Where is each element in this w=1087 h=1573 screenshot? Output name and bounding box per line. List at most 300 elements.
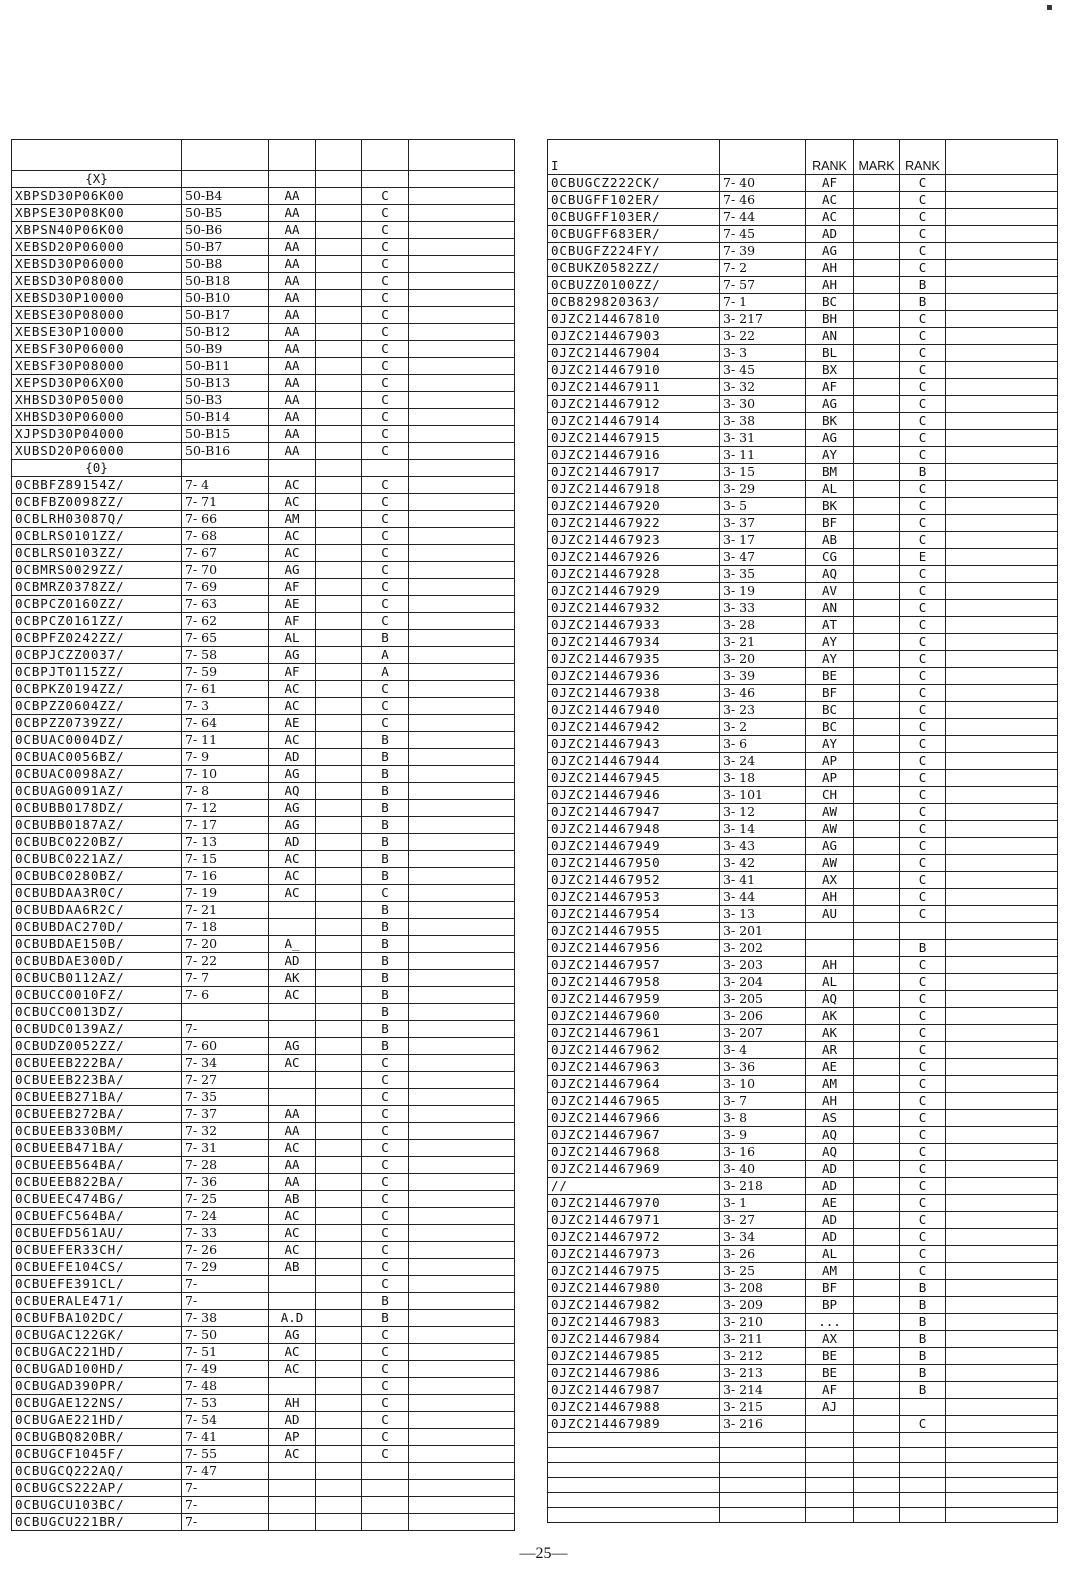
part-number: 0JZC214467938: [548, 685, 720, 702]
part-number: 0JZC214467923: [548, 532, 720, 549]
mark-cell: [316, 834, 362, 851]
part-number: XEBSE30P10000: [12, 324, 182, 341]
part-number: 0JZC214467934: [548, 634, 720, 651]
price-rank: AC: [269, 1361, 316, 1378]
price-rank: AN: [806, 328, 854, 345]
table-row: [548, 889, 1058, 906]
price-rank: AP: [806, 770, 854, 787]
mark-cell: [854, 855, 900, 872]
rank-code: C: [900, 481, 946, 498]
part-number: 0JZC214467936: [548, 668, 720, 685]
price-rank: [269, 1293, 316, 1310]
ref-position: 3- 216: [720, 1416, 806, 1433]
price-rank: AV: [806, 583, 854, 600]
mark-cell: [316, 273, 362, 290]
ref-position: 50-B5: [182, 205, 269, 222]
rank-code: C: [362, 443, 409, 460]
rank-code: C: [900, 260, 946, 277]
part-number: 0CBUBB0178DZ/: [12, 800, 182, 817]
rank-code: C: [362, 1259, 409, 1276]
rank-code: C: [362, 477, 409, 494]
ref-position: 3- 202: [720, 940, 806, 957]
part-number: 0JZC214467958: [548, 974, 720, 991]
part-number: 0JZC214467989: [548, 1416, 720, 1433]
table-row: [12, 647, 515, 664]
ref-position: 3- 217: [720, 311, 806, 328]
rank-code: C: [900, 362, 946, 379]
price-rank: AF: [269, 664, 316, 681]
rank-code: C: [900, 532, 946, 549]
price-rank: AC: [269, 681, 316, 698]
table-row: [12, 477, 515, 494]
spare-cell: [409, 562, 515, 579]
rank-code: C: [900, 396, 946, 413]
rank-code: C: [900, 583, 946, 600]
price-rank: CG: [806, 549, 854, 566]
table-row: [548, 1348, 1058, 1365]
spare-cell: [946, 719, 1058, 736]
spare-cell: [409, 766, 515, 783]
spare-cell: [946, 651, 1058, 668]
table-row: [548, 923, 1058, 940]
rank-code: C: [362, 222, 409, 239]
ref-position: 7- 57: [720, 277, 806, 294]
mark-cell: [316, 987, 362, 1004]
price-rank: AC: [269, 1446, 316, 1463]
price-rank: AC: [269, 1208, 316, 1225]
ref-position: 7- 28: [182, 1157, 269, 1174]
part-number: 0CBLRH03087Q/: [12, 511, 182, 528]
part-number: 0CBUBDAE300D/: [12, 953, 182, 970]
price-rank: AL: [269, 630, 316, 647]
price-rank: AB: [269, 1191, 316, 1208]
price-rank: AG: [269, 766, 316, 783]
ref-position: 3- 8: [720, 1110, 806, 1127]
part-number: 0CBLRS0101ZZ/: [12, 528, 182, 545]
rank-code: B: [362, 817, 409, 834]
ref-position: 3- 11: [720, 447, 806, 464]
ref-position: 7- 71: [182, 494, 269, 511]
mark-cell: [316, 562, 362, 579]
mark-cell: [316, 698, 362, 715]
part-number: 0CBUGAE221HD/: [12, 1412, 182, 1429]
spare-cell: [946, 430, 1058, 447]
rank-code: [900, 1399, 946, 1416]
table-row: [548, 1127, 1058, 1144]
section-header-row: [12, 460, 515, 477]
table-row: [12, 1242, 515, 1259]
table-row: [12, 953, 515, 970]
spare-cell: [409, 749, 515, 766]
table-row: [12, 188, 515, 205]
price-rank: AC: [269, 698, 316, 715]
part-number: 0CBUGCQ222AQ/: [12, 1463, 182, 1480]
mark-cell: [854, 1008, 900, 1025]
price-rank: AD: [806, 1212, 854, 1229]
part-number: 0JZC214467960: [548, 1008, 720, 1025]
rank-code: C: [900, 685, 946, 702]
part-number: 0CBUEEB223BA/: [12, 1072, 182, 1089]
mark-cell: [854, 719, 900, 736]
table-row: [548, 1076, 1058, 1093]
mark-cell: [854, 243, 900, 260]
spare-cell: [409, 1021, 515, 1038]
rank-code: C: [362, 341, 409, 358]
part-number: 0CBUGCS222AP/: [12, 1480, 182, 1497]
part-number: 0CBPJCZZ0037/: [12, 647, 182, 664]
ref-position: 3- 207: [720, 1025, 806, 1042]
mark-cell: [854, 1144, 900, 1161]
mark-cell: [854, 906, 900, 923]
spare-cell: [409, 1089, 515, 1106]
table-row: [12, 681, 515, 698]
mark-cell: [316, 613, 362, 630]
ref-position: 3- 1: [720, 1195, 806, 1212]
price-rank: AX: [806, 1331, 854, 1348]
price-rank: AP: [806, 753, 854, 770]
table-row: [12, 715, 515, 732]
rank-code: C: [900, 515, 946, 532]
spare-cell: [409, 1191, 515, 1208]
ref-position: 7- 59: [182, 664, 269, 681]
price-rank: AC: [269, 494, 316, 511]
table-row: [12, 817, 515, 834]
table-row: [548, 379, 1058, 396]
mark-cell: [316, 1072, 362, 1089]
spare-cell: [409, 834, 515, 851]
ref-position: 7- 10: [182, 766, 269, 783]
spare-cell: [409, 970, 515, 987]
mark-cell: [854, 889, 900, 906]
mark-cell: [854, 736, 900, 753]
price-rank: AD: [806, 226, 854, 243]
ref-position: 7- 45: [720, 226, 806, 243]
table-row: [12, 1225, 515, 1242]
empty-row: [548, 1478, 1058, 1493]
rank-code: C: [900, 1161, 946, 1178]
rank-code: B: [362, 834, 409, 851]
ref-position: 7- 16: [182, 868, 269, 885]
ref-position: 50-B17: [182, 307, 269, 324]
rank-code: B: [362, 783, 409, 800]
price-rank: AC: [269, 1140, 316, 1157]
ref-position: 3- 23: [720, 702, 806, 719]
mark-cell: [854, 668, 900, 685]
spare-cell: [946, 1178, 1058, 1195]
part-number: 0JZC214467963: [548, 1059, 720, 1076]
rank-code: C: [900, 957, 946, 974]
mark-cell: [854, 481, 900, 498]
spare-cell: [409, 800, 515, 817]
rank-code: C: [362, 358, 409, 375]
price-rank: AC: [269, 732, 316, 749]
part-number: 0JZC214467932: [548, 600, 720, 617]
mark-cell: [854, 362, 900, 379]
part-number: 0CBUZZ0100ZZ/: [548, 277, 720, 294]
rank-code: C: [362, 545, 409, 562]
spare-cell: [409, 1242, 515, 1259]
price-rank: BK: [806, 498, 854, 515]
spare-cell: [946, 1365, 1058, 1382]
mark-cell: [854, 957, 900, 974]
rank-code: C: [362, 596, 409, 613]
table-row: [548, 583, 1058, 600]
ref-position: 7- 31: [182, 1140, 269, 1157]
table-row: [12, 1293, 515, 1310]
part-number: 0CBPKZ0194ZZ/: [12, 681, 182, 698]
part-number: XEBSD30P10000: [12, 290, 182, 307]
ref-position: 3- 14: [720, 821, 806, 838]
table-row: [12, 1446, 515, 1463]
spare-cell: [409, 783, 515, 800]
part-number: 0JZC214467914: [548, 413, 720, 430]
part-number: 0CBUDC0139AZ/: [12, 1021, 182, 1038]
section-label: {X}: [12, 171, 182, 188]
mark-cell: [854, 226, 900, 243]
mark-cell: [316, 1429, 362, 1446]
part-number: 0JZC214467920: [548, 498, 720, 515]
spare-cell: [946, 396, 1058, 413]
ref-position: 7- 68: [182, 528, 269, 545]
rank-code: B: [362, 1293, 409, 1310]
mark-cell: [854, 1110, 900, 1127]
price-rank: AM: [269, 511, 316, 528]
table-row: [548, 549, 1058, 566]
ref-position: 7- 48: [182, 1378, 269, 1395]
spare-cell: [409, 358, 515, 375]
price-rank: AM: [806, 1076, 854, 1093]
ref-position: 50-B18: [182, 273, 269, 290]
part-number: 0CBUEFC564BA/: [12, 1208, 182, 1225]
spare-cell: [409, 477, 515, 494]
ref-position: 3- 25: [720, 1263, 806, 1280]
price-rank: AA: [269, 239, 316, 256]
price-rank: AH: [806, 957, 854, 974]
mark-cell: [854, 175, 900, 192]
price-rank: [269, 1276, 316, 1293]
rank-code: C: [362, 1395, 409, 1412]
ref-position: 7- 50: [182, 1327, 269, 1344]
part-number: 0CBUEFER33CH/: [12, 1242, 182, 1259]
part-number: 0JZC214467969: [548, 1161, 720, 1178]
spare-cell: [946, 1042, 1058, 1059]
spare-cell: [409, 613, 515, 630]
price-rank: AY: [806, 651, 854, 668]
mark-cell: [316, 1174, 362, 1191]
price-rank: AG: [806, 430, 854, 447]
spare-cell: [409, 341, 515, 358]
part-number: 0JZC214467967: [548, 1127, 720, 1144]
part-number: 0JZC214467947: [548, 804, 720, 821]
part-number: 0CBUAC0004DZ/: [12, 732, 182, 749]
rank-code: B: [900, 1297, 946, 1314]
spare-cell: [409, 528, 515, 545]
mark-cell: [316, 800, 362, 817]
spare-cell: [946, 549, 1058, 566]
table-row: [548, 481, 1058, 498]
mark-cell: [854, 872, 900, 889]
price-rank: AA: [269, 426, 316, 443]
spare-cell: [946, 192, 1058, 209]
spare-cell: [946, 379, 1058, 396]
spare-cell: [946, 362, 1058, 379]
price-rank: AP: [269, 1429, 316, 1446]
price-rank: AR: [806, 1042, 854, 1059]
part-number: 0CBPFZ0242ZZ/: [12, 630, 182, 647]
spare-cell: [946, 1059, 1058, 1076]
mark-cell: [316, 715, 362, 732]
spare-cell: [946, 787, 1058, 804]
mark-cell: [854, 447, 900, 464]
price-rank: [269, 902, 316, 919]
table-row: [12, 1361, 515, 1378]
ref-position: 3- 41: [720, 872, 806, 889]
spare-cell: [409, 1225, 515, 1242]
rank-code: C: [362, 239, 409, 256]
part-number: XBPSE30P08K00: [12, 205, 182, 222]
spare-cell: [409, 1140, 515, 1157]
spare-cell: [946, 906, 1058, 923]
price-rank: [269, 1463, 316, 1480]
ref-position: 50-B3: [182, 392, 269, 409]
price-rank: AY: [806, 634, 854, 651]
rank-code: B: [362, 1004, 409, 1021]
part-number: 0CBUGAD390PR/: [12, 1378, 182, 1395]
mark-cell: [316, 1259, 362, 1276]
ref-position: 7- 39: [720, 243, 806, 260]
mark-cell: [316, 188, 362, 205]
mark-cell: [316, 1327, 362, 1344]
price-rank: ...: [806, 1314, 854, 1331]
table-row: [12, 1480, 515, 1497]
part-number: 0JZC214467928: [548, 566, 720, 583]
spare-cell: [409, 1038, 515, 1055]
table-row: [12, 579, 515, 596]
mark-cell: [316, 307, 362, 324]
price-rank: AH: [806, 1093, 854, 1110]
table-row: [548, 175, 1058, 192]
mark-cell: [316, 1038, 362, 1055]
rank-code: C: [362, 511, 409, 528]
rank-code: C: [900, 634, 946, 651]
table-row: [548, 328, 1058, 345]
mark-cell: [316, 1463, 362, 1480]
rank-code: C: [900, 872, 946, 889]
part-number: 0CBUGFZ224FY/: [548, 243, 720, 260]
table-row: [548, 1280, 1058, 1297]
mark-cell: [854, 617, 900, 634]
price-rank: AU: [806, 906, 854, 923]
price-rank: AD: [269, 953, 316, 970]
table-row: [548, 906, 1058, 923]
table-row: [548, 753, 1058, 770]
table-row: [12, 1004, 515, 1021]
spare-cell: [946, 277, 1058, 294]
spare-cell: [946, 1399, 1058, 1416]
rank-code: C: [362, 290, 409, 307]
table-row: [548, 430, 1058, 447]
price-rank: AC: [269, 528, 316, 545]
table-row: [548, 957, 1058, 974]
part-number: 0JZC214467980: [548, 1280, 720, 1297]
ref-position: 7-: [182, 1497, 269, 1514]
ref-position: 7- 33: [182, 1225, 269, 1242]
ref-position: 3- 26: [720, 1246, 806, 1263]
ref-position: 7-: [182, 1021, 269, 1038]
part-number: 0JZC214467972: [548, 1229, 720, 1246]
mark-cell: [854, 1382, 900, 1399]
mark-cell: [316, 732, 362, 749]
price-rank: BE: [806, 1365, 854, 1382]
table-row: [548, 1093, 1058, 1110]
ref-position: 7- 19: [182, 885, 269, 902]
spare-cell: [409, 273, 515, 290]
rank-code: C: [362, 205, 409, 222]
ref-position: 7- 66: [182, 511, 269, 528]
part-number: 0CBPCZ0161ZZ/: [12, 613, 182, 630]
spare-cell: [946, 974, 1058, 991]
table-row: [548, 209, 1058, 226]
part-number: 0CBUBC0220BZ/: [12, 834, 182, 851]
rank-code: C: [900, 821, 946, 838]
price-rank: AA: [269, 324, 316, 341]
price-rank: AX: [806, 872, 854, 889]
mark-cell: [854, 1127, 900, 1144]
table-row: [12, 1174, 515, 1191]
rank-code: [362, 1463, 409, 1480]
part-number: 0JZC214467975: [548, 1263, 720, 1280]
mark-cell: [316, 256, 362, 273]
mark-cell: [854, 413, 900, 430]
spare-cell: [409, 1208, 515, 1225]
price-rank: A_: [269, 936, 316, 953]
table-row: [12, 562, 515, 579]
part-number: 0JZC214467911: [548, 379, 720, 396]
mark-cell: [854, 192, 900, 209]
spare-cell: [946, 1229, 1058, 1246]
part-number: 0CBUGAC122GK/: [12, 1327, 182, 1344]
price-rank: AD: [269, 834, 316, 851]
price-rank: AT: [806, 617, 854, 634]
header-mark: MARK: [854, 140, 900, 175]
ref-position: 3- 27: [720, 1212, 806, 1229]
mark-cell: [854, 651, 900, 668]
table-row: [12, 1123, 515, 1140]
mark-cell: [854, 923, 900, 940]
price-rank: AD: [806, 1229, 854, 1246]
ref-position: 3- 9: [720, 1127, 806, 1144]
price-rank: [806, 923, 854, 940]
rank-code: C: [900, 498, 946, 515]
table-row: [548, 685, 1058, 702]
spare-cell: [409, 1446, 515, 1463]
ref-position: 7- 55: [182, 1446, 269, 1463]
spare-cell: [409, 868, 515, 885]
price-rank: AD: [269, 749, 316, 766]
part-number: 0JZC214467959: [548, 991, 720, 1008]
table-row: [548, 1110, 1058, 1127]
price-rank: AD: [806, 1161, 854, 1178]
table-row: [12, 239, 515, 256]
part-number: 0CBUCC0010FZ/: [12, 987, 182, 1004]
rank-code: C: [900, 1178, 946, 1195]
table-row: [12, 511, 515, 528]
spare-cell: [409, 817, 515, 834]
part-number: 0JZC214467952: [548, 872, 720, 889]
part-number: 0JZC214467916: [548, 447, 720, 464]
spare-cell: [409, 1378, 515, 1395]
mark-cell: [316, 1344, 362, 1361]
